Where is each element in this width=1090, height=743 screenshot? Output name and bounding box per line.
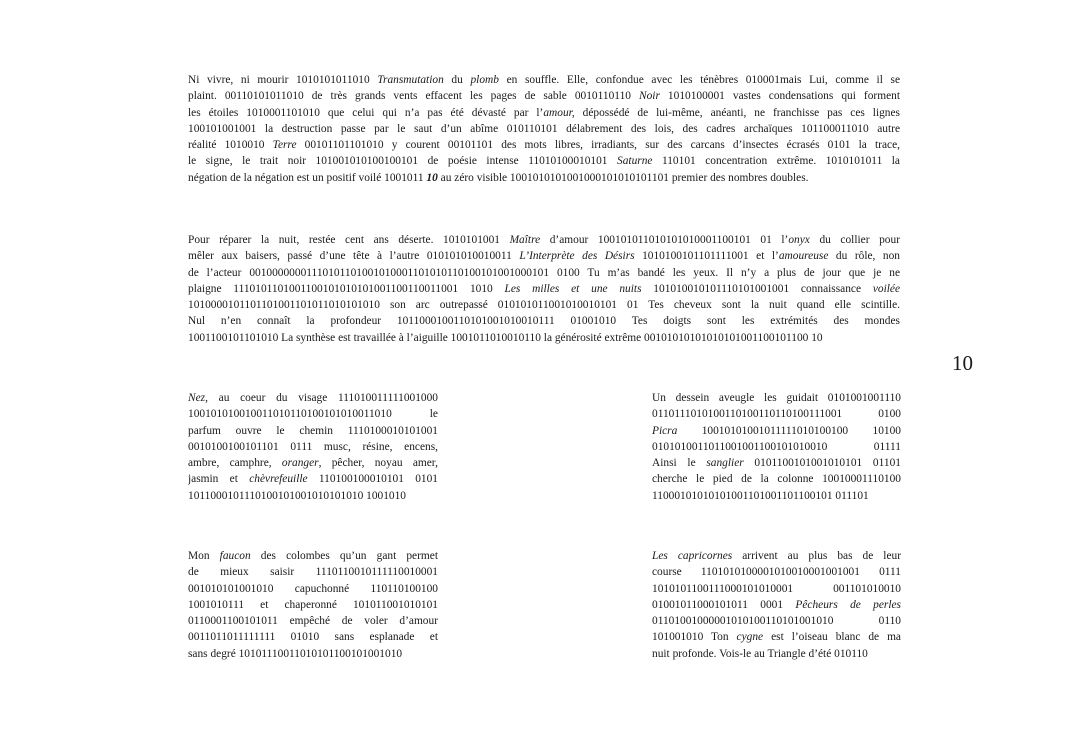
column-right-dessein (652, 390, 901, 504)
text-line (188, 297, 900, 313)
text-segment: ambre, camphre, (188, 457, 282, 470)
italic-title-text: Nez (188, 392, 206, 404)
text-segment: 101001010 Ton (652, 631, 737, 644)
text-segment: 01101001000001010100110101001010 0110 (652, 615, 901, 628)
italic-title-text: 10 (426, 171, 438, 184)
text-line (188, 423, 438, 439)
text-segment: 100101010010011010110100101010011010 le (188, 408, 438, 421)
text-segment: 00101101101010 y courent 00101101 des mots libres, irradiants, sur des carcans d’insectes écrasés 0101 la trace, (296, 139, 900, 152)
text-segment: du collier pour (809, 234, 900, 246)
text-segment: le signe, le trait noir 101001010100100101 de poésie intense 11010100010101 (188, 155, 618, 168)
text-line (652, 423, 901, 439)
text-segment: en souffle. Elle, confondue avec les ténèbres 010001mais Lui, comme il se (498, 74, 900, 86)
text-line (188, 597, 438, 613)
page-number: 10 (952, 351, 973, 375)
text-segment: de mieux saisir 1110110010111110010001 (188, 566, 438, 579)
text-line (652, 439, 901, 455)
text-line (652, 390, 901, 406)
text-line (188, 455, 438, 471)
italic-title-text: amour, (543, 106, 575, 119)
text-line (188, 564, 438, 580)
text-line (188, 581, 438, 597)
text-segment: de l’acteur 00100000001110101101001010001101010110100101001000101 0100 Tu m’as bandé les yeux. Il n’y a plus de jour que je ne (188, 266, 900, 279)
text-segment: sans degré 10101110011010101100101001010 (188, 647, 403, 660)
italic-title-text: Terre (272, 139, 297, 152)
text-line (188, 153, 900, 169)
text-segment: les étoiles 1010001101010 que celui qui n’a pas été dévasté par l’ (188, 106, 544, 119)
text-segment: 1001100101101010 La synthèse est travaillée à l’aiguille 1001011010010110 la générosité extrême 00101010101010101001100101100 10 (188, 331, 823, 344)
italic-title-text: cygne (736, 631, 764, 644)
text-line (188, 137, 900, 153)
italic-title-text: L’Interprète des Désirs (519, 250, 635, 263)
text-line (188, 613, 438, 629)
text-segment: 1010100101101111001 et l’ (634, 250, 779, 263)
text-segment: négation de la négation est un positif voilé 1001011 (188, 171, 427, 184)
text-line (188, 281, 900, 297)
italic-title-text: Saturne (617, 155, 653, 168)
text-line (188, 390, 438, 406)
italic-title-text: plomb (470, 74, 499, 86)
text-segment: nuit profonde. Vois-le au Triangle d’été 010110 (652, 647, 868, 660)
column-left-faucon (188, 548, 438, 662)
italic-title-text: chèvrefeuille (249, 473, 308, 486)
text-line (188, 265, 900, 281)
italic-title-text: faucon (219, 550, 251, 562)
text-line (188, 330, 900, 346)
text-segment: mêler aux baisers, passé d’une tête à l’autre 010101010010011 (188, 250, 520, 263)
text-line (188, 471, 438, 487)
italic-title-text: amoureuse (778, 250, 829, 263)
text-segment: Mon (188, 550, 220, 562)
text-segment: du (443, 74, 471, 86)
text-line (188, 72, 900, 88)
text-segment: 0110111010100110100110110100111001 0100 (652, 408, 901, 421)
italic-title-text: voilée (872, 282, 900, 295)
text-line (652, 613, 901, 629)
italic-title-text: Maître (509, 234, 541, 246)
italic-title-text: Picra (652, 424, 678, 437)
text-line (652, 564, 901, 580)
text-segment: cherche le pied de la colonne 10010001110100 (652, 473, 901, 486)
text-segment: 0101100101001010101 01101 (743, 457, 901, 470)
text-segment: est l’oiseau blanc de ma (763, 631, 901, 644)
text-line (188, 646, 438, 662)
text-segment: 0110001100101011 empêché de voler d’amour (188, 615, 438, 628)
italic-title-text: oranger (281, 457, 319, 470)
text-segment: parfum ouvre le chemin 1110100010101001 (188, 424, 438, 437)
text-line (188, 105, 900, 121)
text-segment: 110101 concentration extrême. 1010101011 la (652, 155, 900, 168)
italic-title-text: Noir (639, 90, 660, 103)
italic-title-text: Pêcheurs de perles (795, 598, 901, 611)
text-line (652, 488, 901, 504)
text-segment: 1010100001 vastes condensations qui forment (659, 90, 900, 103)
text-line (652, 548, 901, 564)
text-segment: 1001010111 et chaperonné 101011001010101 (188, 598, 438, 611)
text-line (188, 548, 438, 564)
text-line (652, 629, 901, 645)
italic-title-text: Les capricornes (652, 550, 733, 562)
text-segment: 001010101001010 capuchonné 110110100100 (188, 582, 438, 595)
text-line (652, 646, 901, 662)
italic-title-text: Les milles et une nuits (504, 282, 642, 295)
text-segment: 1010101100111000101010001 001101010010 (652, 582, 901, 595)
text-segment: course 1101010100001010010001001001 0111 (652, 566, 901, 579)
text-line (652, 581, 901, 597)
text-segment: plaigne 1110101101001100101010101001100110011001 1010 (188, 282, 505, 295)
paragraph-reparer-la-nuit (188, 232, 900, 346)
text-segment: 100101001001 la destruction passe par le saut d’un abîme 010110101 délabrement des lois, des cadres archaïques 101100011010 autre (188, 122, 900, 135)
italic-title-text: onyx (788, 234, 810, 246)
italic-title-text: sanglier (706, 457, 744, 470)
text-segment: 0101010011011001001100101010010 01111 (652, 440, 901, 453)
text-line (188, 488, 438, 504)
text-segment: arrivent au plus bas de leur (732, 550, 901, 562)
text-line (188, 170, 900, 186)
text-segment: du rôle, non (828, 250, 900, 263)
column-left-nez (188, 390, 438, 504)
text-segment: , pêcher, noyau amer, (318, 457, 438, 470)
text-segment: 01001011000101011 0001 (652, 598, 796, 611)
text-segment: d’amour 100101011010101010001100101 01 l’ (540, 234, 789, 246)
text-segment: 101010010101110101001001 connaissance (641, 282, 873, 295)
text-line (188, 88, 900, 104)
text-segment: , au coeur du visage 111010011111001000 (205, 392, 438, 404)
text-segment: 0010100100101101 0111 musc, résine, encens, (188, 440, 438, 453)
text-segment: plaint. 00110101011010 de très grands vents effacent les pages de sable 0010110110 (188, 90, 639, 103)
text-segment: des colombes qu’un gant permet (250, 550, 438, 562)
text-line (652, 406, 901, 422)
text-line (652, 597, 901, 613)
text-segment: jasmin et (188, 473, 250, 486)
text-segment: Pour réparer la nuit, restée cent ans déserte. 1010101001 (188, 234, 510, 246)
column-right-capricornes (652, 548, 901, 662)
text-segment: Ainsi le (652, 457, 707, 470)
text-line (188, 232, 900, 248)
text-segment: 10010101001011111010100100 10100 (677, 424, 901, 437)
text-segment: Nul n’en connaît la profondeur 1011000100110101001010010111 01001010 Tes doigts sont les extrémités des mondes (188, 315, 900, 328)
text-segment: au zéro visible 1001010101001000101010101101 premier des nombres doubles. (437, 171, 809, 184)
text-line (652, 471, 901, 487)
text-line (188, 313, 900, 329)
text-segment: 110100100010101 0101 (307, 473, 438, 486)
text-segment: Un dessein aveugle les guidait 0101001001110 (652, 392, 901, 404)
italic-title-text: Transmutation (377, 74, 444, 86)
text-line (188, 121, 900, 137)
text-segment: 1010000101101101001101011010101010 son arc outrepassé 010101011001010010101 01 Tes cheveux sont la nuit quand elle scintille. (188, 299, 900, 312)
text-line (188, 629, 438, 645)
text-line (652, 455, 901, 471)
text-line (188, 248, 900, 264)
text-line (188, 406, 438, 422)
text-segment: 0011011011111111 01010 sans esplanade et (188, 631, 438, 644)
text-segment: 11000101010101001101001101100101 011101 (652, 489, 869, 502)
text-segment: dépossédé de lui-même, anéanti, ne franchisse pas ces lignes (574, 106, 900, 119)
text-segment: 1011000101110100101001010101010 1001010 (188, 489, 407, 502)
text-segment: réalité 1010010 (188, 139, 273, 152)
paragraph-transmutation (188, 72, 900, 186)
text-line (188, 439, 438, 455)
text-segment: Ni vivre, ni mourir 1010101011010 (188, 74, 378, 86)
